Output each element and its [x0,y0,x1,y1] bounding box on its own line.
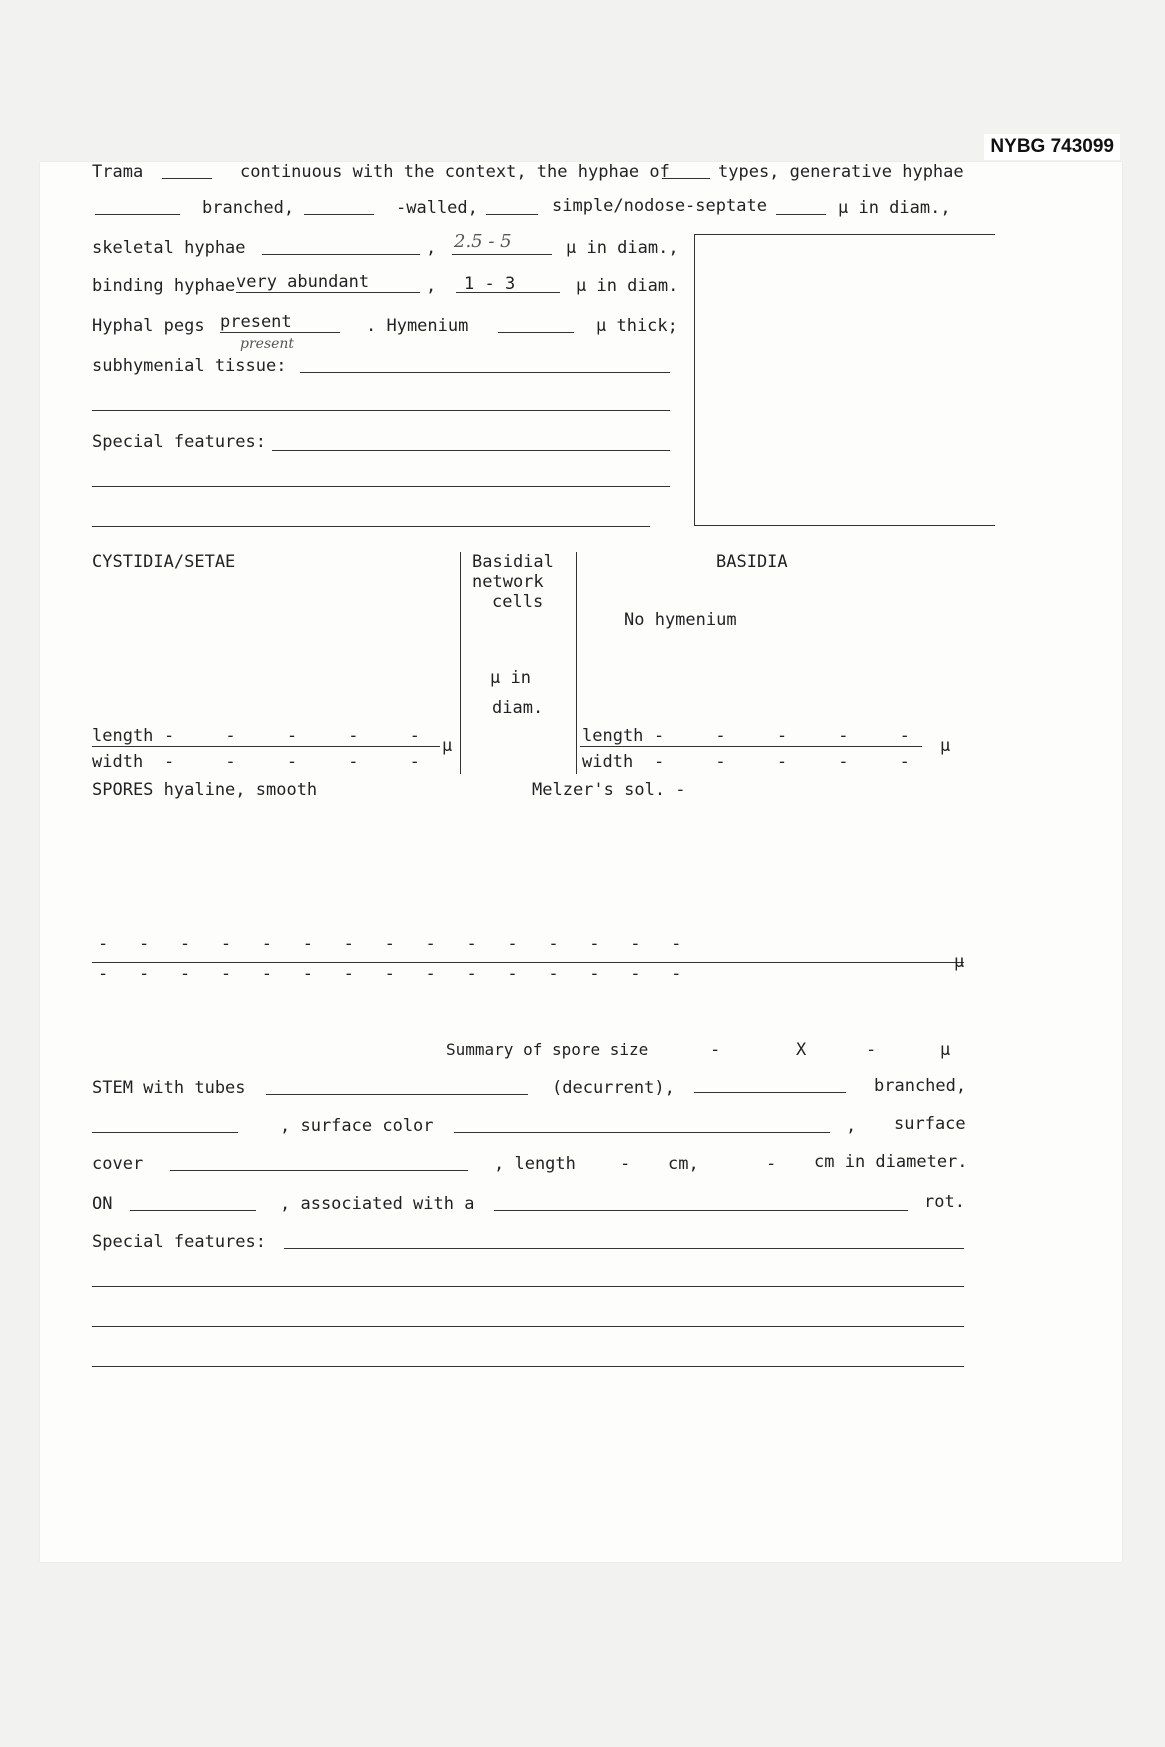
binding-label: binding hyphae [92,276,236,296]
basidial-l3: cells [492,592,544,612]
basidial-diam: diam. [492,698,544,718]
no-hymenium: No hymenium [624,610,737,630]
stem-special-line-1 [284,1248,964,1249]
walled-blank [304,214,374,215]
stem-special-line-4 [92,1366,964,1367]
cover-label: cover [92,1154,144,1174]
trama-special-line-3 [92,526,650,527]
trama-types: types, generative hyphae [718,162,964,182]
summary-dash-2: - [866,1040,877,1060]
stem-with-tubes: STEM with tubes [92,1078,246,1098]
branched-stem-blank [694,1092,846,1093]
summary-dash-1: - [710,1040,721,1060]
thick-label: µ thick; [596,316,678,336]
spore-dashes-bottom: - - - - - - - - - - - - - - - [98,964,682,984]
divider-right [576,552,577,774]
spore-dashes-top: - - - - - - - - - - - - - - - [98,934,682,954]
surface-color-blank [454,1132,830,1133]
subhymenial-line-2 [92,410,670,411]
summary-label: Summary of spore size [446,1040,649,1059]
divider-left [460,552,461,774]
basidial-l1: Basidial [472,552,554,572]
surface-blank-1 [92,1132,238,1133]
length-dash: - [620,1154,631,1174]
binding-comma: , [426,276,437,296]
summary-x: X [796,1040,807,1060]
septate-label: simple/nodose-septate [552,196,767,216]
basidia-width-dashes: - - - - - [654,752,910,772]
trama-special-line-1 [272,450,670,451]
branched-blank [95,214,180,215]
basidial-mu-in: µ in [490,668,531,688]
cystidia-label: CYSTIDIA/SETAE [92,552,236,572]
on-blank [130,1210,256,1211]
decurrent-label: (decurrent), [552,1078,675,1098]
cystidia-divider [92,746,440,747]
surface-label: surface [894,1114,966,1134]
septate-blank [486,214,538,215]
cystidia-mu: µ [442,736,453,756]
cm-diameter-label: cm in diameter. [814,1152,968,1172]
cover-blank [170,1170,468,1171]
trama-blank [162,178,212,179]
basidia-label: BASIDIA [716,552,788,572]
hymenium-label: . Hymenium [366,316,469,336]
pegs-blank [220,332,340,333]
cystidia-length-dashes: - - - - - [164,726,420,746]
surface-color-label: , surface color [280,1116,434,1136]
pegs-label: Hyphal pegs [92,316,205,336]
on-label: ON [92,1194,113,1214]
pegs-value: present [220,312,292,332]
branched-stem-label: branched, [874,1076,967,1096]
spores-label: SPORES hyaline, smooth [92,780,318,800]
subhymenial-label: subhymenial tissue: [92,356,287,376]
skeletal-comma: , [426,238,437,258]
skeletal-blank [262,254,420,255]
spore-mu: µ [954,952,965,972]
walled-label: -walled, [396,198,478,218]
associated-label: , associated with a [280,1194,475,1214]
skeletal-unit: µ in diam., [566,238,679,258]
branched-label: branched, [202,198,295,218]
trama-special-line-2 [92,486,670,487]
tubes-blank [266,1094,528,1095]
surface-comma: , [846,1116,857,1136]
pegs-handwritten: present [240,336,295,352]
diam-dash: - [766,1154,777,1174]
specimen-label: NYBG 743099 [984,134,1120,160]
cystidia-width-dashes: - - - - - [164,752,420,772]
diam-blank [776,214,826,215]
types-blank [662,178,710,179]
associated-blank [494,1210,908,1211]
form-page [40,162,1122,1562]
binding-value: very abundant [236,272,370,292]
basidia-divider [580,746,922,747]
cystidia-width-label: width [92,752,144,772]
stem-special-line-2 [92,1286,964,1287]
cm-label: cm, [668,1154,699,1174]
trama-label: Trama [92,162,144,182]
skeletal-size-line [452,254,552,255]
binding-size: 1 - 3 [464,274,516,294]
diam-label: µ in diam., [838,198,951,218]
skeletal-value: 2.5 - 5 [454,231,512,252]
skeletal-label: skeletal hyphae [92,238,246,258]
subhymenial-blank [300,372,670,373]
binding-unit: µ in diam. [576,276,679,296]
basidial-l2: network [472,572,544,592]
stem-special-label: Special features: [92,1232,266,1252]
binding-blank [236,292,420,293]
trama-special-label: Special features: [92,432,266,452]
stem-special-line-3 [92,1326,964,1327]
length-label: , length [494,1154,576,1174]
hymenium-blank [498,332,574,333]
cystidia-length-label: length [92,726,154,746]
binding-size-line [456,292,560,293]
spore-divider [92,962,964,963]
trama-continuous: continuous with the context, the hyphae of [240,162,670,182]
drawing-box [694,234,995,526]
basidia-mu: µ [940,736,951,756]
rot-label: rot. [924,1192,965,1212]
basidia-length-dashes: - - - - - [654,726,910,746]
basidia-length-label: length [582,726,644,746]
basidia-width-label: width [582,752,634,772]
melzer-label: Melzer's sol. - [532,780,686,800]
summary-mu: µ [940,1040,951,1060]
